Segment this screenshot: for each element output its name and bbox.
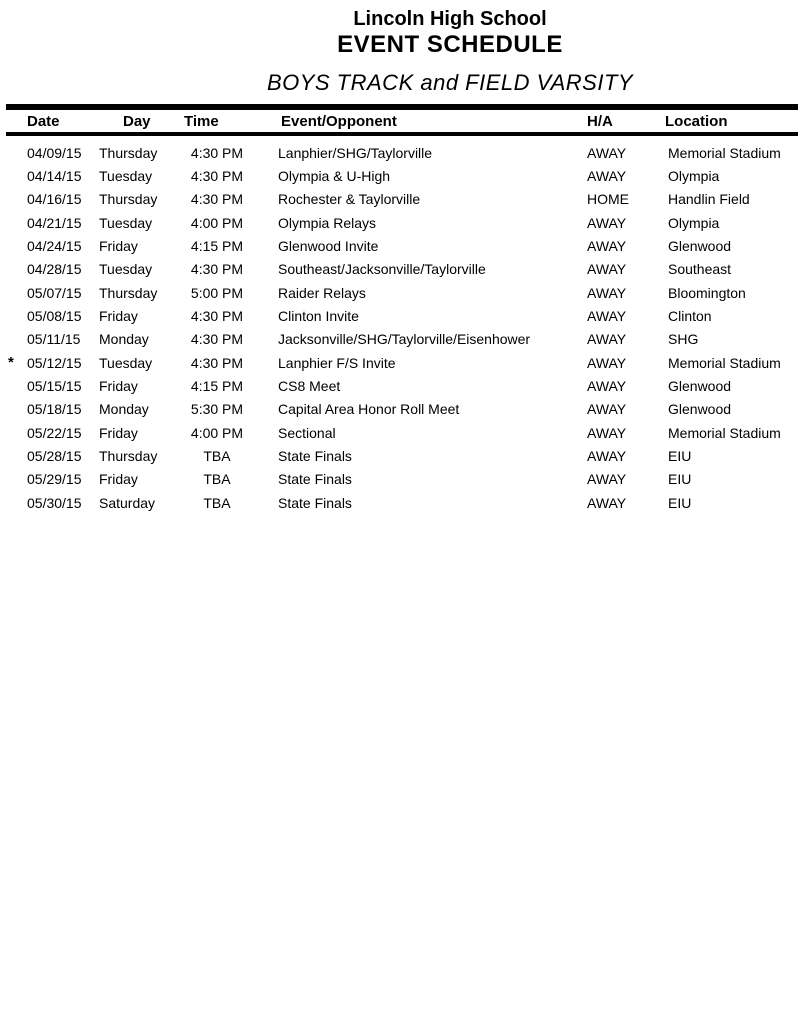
cell-time: 5:00 PM bbox=[190, 284, 244, 301]
cell-home-away: HOME bbox=[587, 191, 629, 208]
cell-day: Monday bbox=[99, 401, 149, 418]
cell-date: 04/16/15 bbox=[27, 191, 82, 208]
cell-day: Thursday bbox=[99, 284, 158, 301]
table-row bbox=[6, 421, 798, 444]
cell-time: TBA bbox=[203, 471, 231, 488]
cell-event: State Finals bbox=[278, 494, 352, 511]
cell-time: 4:30 PM bbox=[190, 354, 244, 371]
cell-date: 04/24/15 bbox=[27, 237, 82, 254]
cell-home-away: AWAY bbox=[587, 237, 627, 254]
cell-date: 05/11/15 bbox=[27, 331, 81, 348]
cell-day: Thursday bbox=[99, 447, 158, 464]
cell-date: 05/30/15 bbox=[27, 494, 82, 511]
cell-day: Friday bbox=[99, 237, 138, 254]
table-row bbox=[6, 234, 798, 257]
cell-event: Lanphier/SHG/Taylorville bbox=[278, 144, 433, 161]
table-row bbox=[6, 304, 798, 327]
cell-time: 4:30 PM bbox=[190, 307, 244, 324]
cell-location: Memorial Stadium bbox=[668, 424, 781, 441]
cell-time: 4:00 PM bbox=[190, 214, 244, 231]
cell-event: Southeast/Jacksonville/Taylorville bbox=[278, 261, 486, 278]
cell-location: Olympia bbox=[668, 167, 720, 184]
cell-day: Saturday bbox=[99, 494, 156, 511]
table-row bbox=[6, 164, 798, 187]
cell-home-away: AWAY bbox=[587, 284, 627, 301]
cell-date: 05/07/15 bbox=[27, 284, 82, 301]
cell-time: 4:30 PM bbox=[190, 261, 244, 278]
cell-home-away: AWAY bbox=[587, 144, 627, 161]
cell-event: Capital Area Honor Roll Meet bbox=[278, 401, 460, 418]
table-row bbox=[6, 188, 798, 211]
cell-location: Glenwood bbox=[668, 237, 732, 254]
cell-location: EIU bbox=[668, 471, 692, 488]
table-header-row bbox=[6, 110, 798, 132]
cell-event: Sectional bbox=[278, 424, 336, 441]
cell-home-away: AWAY bbox=[587, 471, 627, 488]
table-row bbox=[6, 141, 798, 164]
cell-day: Thursday bbox=[99, 144, 158, 161]
table-body bbox=[6, 136, 798, 514]
table-row bbox=[6, 398, 798, 421]
cell-time: 4:30 PM bbox=[190, 331, 244, 348]
cell-event: Olympia Relays bbox=[278, 214, 377, 231]
column-header-time: Time bbox=[184, 112, 219, 130]
cell-home-away: AWAY bbox=[587, 447, 627, 464]
cell-date: 05/18/15 bbox=[27, 401, 82, 418]
cell-time: 4:15 PM bbox=[190, 237, 244, 254]
cell-day: Thursday bbox=[99, 191, 158, 208]
cell-time: 4:00 PM bbox=[190, 424, 244, 441]
cell-day: Friday bbox=[99, 471, 138, 488]
cell-time: 4:30 PM bbox=[190, 144, 244, 161]
cell-date: 04/21/15 bbox=[27, 214, 82, 231]
event-schedule-table bbox=[6, 104, 798, 514]
cell-date: 05/29/15 bbox=[27, 471, 82, 488]
cell-home-away: AWAY bbox=[587, 424, 627, 441]
cell-home-away: AWAY bbox=[587, 494, 627, 511]
table-row bbox=[6, 444, 798, 467]
cell-day: Tuesday bbox=[99, 167, 153, 184]
cell-day: Monday bbox=[99, 331, 149, 348]
cell-date: 05/15/15 bbox=[27, 377, 82, 394]
cell-location: Clinton bbox=[668, 307, 712, 324]
column-header-day: Day bbox=[123, 112, 151, 130]
table-row bbox=[6, 374, 798, 397]
table-row bbox=[6, 351, 798, 374]
cell-home-away: AWAY bbox=[587, 354, 627, 371]
cell-location: Glenwood bbox=[668, 377, 732, 394]
table-row bbox=[6, 328, 798, 351]
table-row bbox=[6, 211, 798, 234]
cell-home-away: AWAY bbox=[587, 167, 627, 184]
column-header-location: Location bbox=[665, 112, 728, 130]
cell-location: Southeast bbox=[668, 261, 732, 278]
cell-date: 05/08/15 bbox=[27, 307, 82, 324]
table-row bbox=[6, 281, 798, 304]
cell-time: 4:15 PM bbox=[190, 377, 244, 394]
cell-event: Glenwood Invite bbox=[278, 237, 379, 254]
cell-location: SHG bbox=[668, 331, 699, 348]
cell-home-away: AWAY bbox=[587, 261, 627, 278]
cell-date: 04/14/15 bbox=[27, 167, 82, 184]
cell-date: 04/28/15 bbox=[27, 261, 82, 278]
cell-location: Memorial Stadium bbox=[668, 144, 781, 161]
cell-day: Tuesday bbox=[99, 354, 153, 371]
cell-event: State Finals bbox=[278, 447, 352, 464]
table-row bbox=[6, 468, 798, 491]
cell-location: Handlin Field bbox=[668, 191, 750, 208]
cell-day: Friday bbox=[99, 424, 138, 441]
schedule-title: EVENT SCHEDULE bbox=[337, 31, 563, 58]
column-header-home-away: H/A bbox=[587, 112, 613, 130]
cell-home-away: AWAY bbox=[587, 307, 627, 324]
column-header-date: Date bbox=[27, 112, 60, 130]
cell-time: 4:30 PM bbox=[190, 167, 244, 184]
cell-event: Jacksonville/SHG/Taylorville/Eisenhower bbox=[278, 331, 531, 348]
cell-event: CS8 Meet bbox=[278, 377, 341, 394]
table-row bbox=[6, 491, 798, 514]
school-name: Lincoln High School bbox=[353, 8, 547, 30]
cell-day: Tuesday bbox=[99, 261, 153, 278]
cell-event: Lanphier F/S Invite bbox=[278, 354, 396, 371]
cell-date: 05/28/15 bbox=[27, 447, 82, 464]
cell-day: Tuesday bbox=[99, 214, 153, 231]
cell-day: Friday bbox=[99, 377, 138, 394]
cell-date: 05/22/15 bbox=[27, 424, 82, 441]
cell-location: Bloomington bbox=[668, 284, 746, 301]
team-subtitle: BOYS TRACK and FIELD VARSITY bbox=[266, 70, 634, 95]
cell-home-away: AWAY bbox=[587, 331, 627, 348]
cell-time: 4:30 PM bbox=[190, 191, 244, 208]
cell-event: State Finals bbox=[278, 471, 352, 488]
cell-event: Rochester & Taylorville bbox=[278, 191, 421, 208]
cell-event: Raider Relays bbox=[278, 284, 366, 301]
cell-home-away: AWAY bbox=[587, 377, 627, 394]
title-block bbox=[100, 8, 800, 95]
column-header-event: Event/Opponent bbox=[281, 112, 397, 130]
cell-time: TBA bbox=[203, 494, 231, 511]
cell-date: 04/09/15 bbox=[27, 144, 82, 161]
cell-home-away: AWAY bbox=[587, 214, 627, 231]
cell-location: Glenwood bbox=[668, 401, 732, 418]
cell-location: Memorial Stadium bbox=[668, 354, 781, 371]
cell-time: TBA bbox=[203, 447, 231, 464]
table-row bbox=[6, 258, 798, 281]
asterisk-flag: * bbox=[8, 354, 14, 372]
cell-location: EIU bbox=[668, 447, 692, 464]
cell-event: Clinton Invite bbox=[278, 307, 359, 324]
cell-location: EIU bbox=[668, 494, 692, 511]
cell-home-away: AWAY bbox=[587, 401, 627, 418]
cell-day: Friday bbox=[99, 307, 138, 324]
cell-event: Olympia & U-High bbox=[278, 167, 391, 184]
cell-time: 5:30 PM bbox=[190, 401, 244, 418]
cell-date: 05/12/15 bbox=[27, 354, 82, 371]
cell-location: Olympia bbox=[668, 214, 720, 231]
